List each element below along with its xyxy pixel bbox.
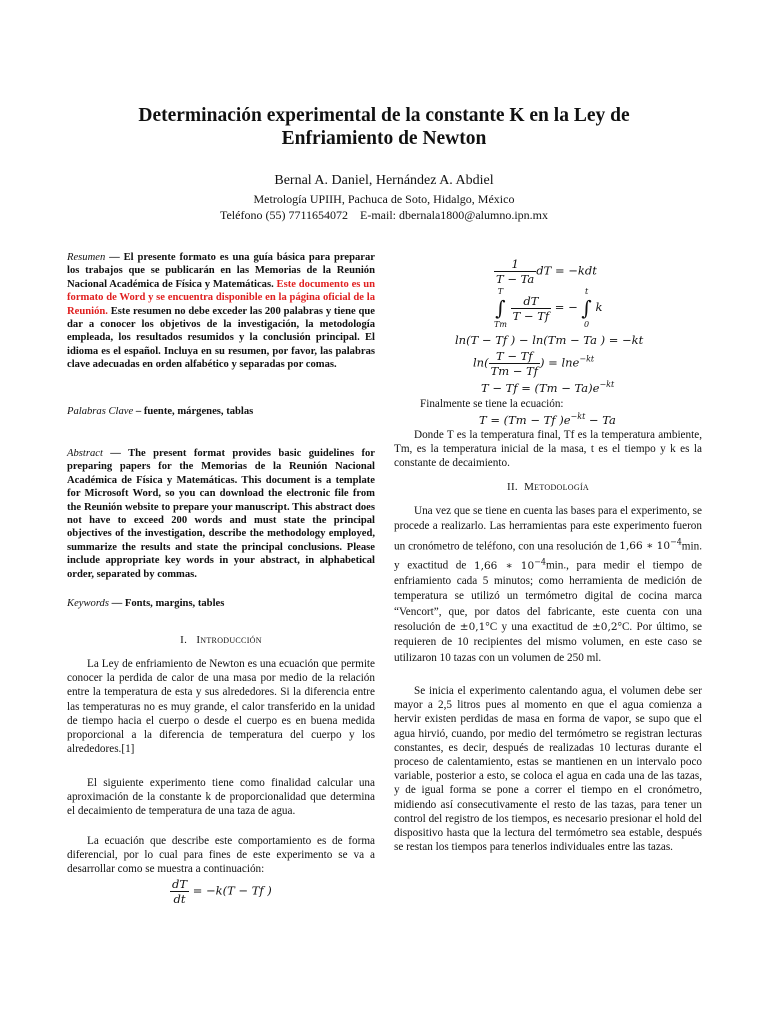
equation-exponential: $T - Tf = (Tm - Ta)e^{-kt}$ [481, 380, 615, 395]
resumen-text-b: Este resumen no debe exceder las 200 palabras y tiene que dar a conocer los objetivos de la investigación, la metodología empleada, los resultados resumidos y la conclusión principal. El idioma es el español. Incluya en su resumen, por favor, las palabras clave adecuadas en orden alfabético y separadas por comas. [67, 305, 375, 371]
abstract-block [67, 447, 375, 581]
resumen-tag: Resumen [67, 252, 106, 263]
metodo-paragraph-2 [394, 684, 702, 854]
donde-paragraph [394, 428, 702, 471]
metodo-text-2: Se inicia el experimento calentando agua, el volumen debe ser mayor a 2,5 litros pues al momento en que el agua comienza a hervir existen perdidas de masa en forma de vapor, se supo que el agua hirvió, cuando, por medio del termómetro se registran lecturas constantes, es decir, después de realizadas 10 lecturas durante el proceso de calentamiento, estas se mantienen en un intervalo poco variable, posterior a esto, se coloca el agua en cada una de las tazas, y de igual forma se pone a correr el tiempo en el cronómetro, midiendo así consecutivamente el resto de las tazas, para tener un control del registro de los tiempos, es necesario presionar el hold del dispositivo hasta que la lectura del termómetro sea estable, después se restan los tiempos para tenerlos individuales entre las tazas. [394, 685, 702, 854]
paper-title: Determinación experimental de la constante K en la Ley de Enfriamiento de Newton [138, 105, 630, 149]
donde-text: Donde T es la temperatura final, Tf es la temperatura ambiente, Tm, es la temperatura inicial de la masa, t es el tiempo y k es la constante de decaimiento. [394, 429, 702, 470]
intro-text-1: La Ley de enfriamiento de Newton es una ecuación que permite conocer la perdida de calor de una masa por medio de la relación entre la temperatura de esta y sus alrededores. Si la diferencia entre las temperaturas no es muy grande, el calor transferido en la unidad de tiempo hacia el cuerpo o desde el cuerpo es en buena medida proporcional a la diferencia de temperatura del cuerpo y los alrededores.[1] [67, 658, 375, 756]
authors: Bernal A. Daniel, Hernández A. Abdiel [274, 173, 494, 188]
section-title: Metodología [524, 481, 590, 493]
abstract-text: — The present format provides basic guidelines for preparing papers for the Memorias de la Reunión Nacional Académica de Física y Matemáticas. This document is a template for Microsoft Word, so you can download the electronic file from the Reunión website to prepare your manuscript. This abstract does not have to exceed 200 words and must state the principal objectives of the investigation, describe the methodology employed, summarize the results and state the principal conclusions. Please include appropriate key words in your abstract, in alphabetical order, separated by commas. [67, 448, 375, 580]
equation-ln-ratio: ln( $\frac{T - Tf}{Tm - Tf}$ ) = lne$^{-kt}$ [473, 349, 595, 378]
palabras-clave [67, 406, 375, 417]
contact-info: Teléfono (55) 7711654072 E-mail: dbernala1800@alumno.ipn.mx [219, 208, 549, 222]
intro-text-2: El siguiente experimento tiene como finalidad calcular una aproximación de la constante k de proporcionalidad que determina el decaimiento de temperatura de una taza de agua. [67, 777, 375, 818]
resumen-text-red: Este documento es un formato de Word y se encuentra disponible en la página oficial de la Reunión. [67, 278, 375, 317]
palabras-clave-text: – fuente, márgenes, tablas [133, 406, 254, 417]
resumen-text-a: — El presente formato es una guía básica para preparar los trabajos que se publicarán en las Memorias de la Reunión Nacional Académica de Física y Matemáticas. [67, 252, 375, 290]
section-number: I. [180, 634, 188, 646]
keywords-text: — Fonts, margins, tables [108, 598, 225, 609]
metodo-paragraph-1: Una vez que se tiene en cuenta las bases para el experimento, se procede a realizarlo. Las herramientas para este experimento fueron un cronómetro de teléfono, con una resolución de 1,66 ∗ $10^{-4}\min$. y exactitud de 1,66 ∗ $10^{-4}\min$., para medir el tiempo de enfriamiento cada 5 minutos; como herramienta de medición de temperatura se utilizó un termómetro digital de cocina marca “Vencort”, que, por datos del fabricante, este cuenta con una resolución de ±0,1°C y una exactitud de ±0,2°C. Por último, se requieren de 10 recipientes del mismo volumen, en este caso se utilizaron 10 tazas con un volumen de 250 ml. [394, 505, 702, 664]
affiliation: Metrología UPIIH, Pachuca de Soto, Hidalgo, México [253, 192, 515, 206]
equation-differential: $\frac{dT}{dt}$ = −k(T − Tf ) [172, 877, 272, 906]
palabras-clave-tag: Palabras Clave [67, 406, 134, 417]
intro-text-3: La ecuación que describe este comportamiento es de forma diferencial, por lo cual para fines de este experimento se va a desarrollar como se muestra a continuación: [67, 835, 375, 876]
equation-final: T = (Tm − Tf )$e^{-kt} - Ta$ [479, 412, 616, 427]
section-title: Introducción [196, 634, 262, 646]
section-heading-introduccion [67, 634, 375, 646]
section-number: II. [506, 481, 518, 493]
keywords [67, 598, 375, 609]
section-heading-metodologia [394, 481, 702, 493]
equation-integral: T ∫ Tm $\frac{dT}{T - Tf}$ = − t ∫ 0 k [494, 287, 603, 329]
equation-separation: $\frac{1}{T - Ta}$ dT = −kdt [496, 257, 597, 286]
keywords-tag: Keywords [67, 598, 109, 609]
resumen-block [67, 251, 375, 372]
equation-logs: ln(T − Tf ) − ln(Tm − Ta ) = −kt [455, 333, 644, 347]
intro-paragraph-3 [67, 834, 375, 877]
intro-paragraph-2 [67, 776, 375, 819]
abstract-tag: Abstract [67, 448, 103, 459]
final-equation-label: Finalmente se tiene la ecuación: [420, 398, 564, 410]
intro-paragraph-1 [67, 657, 375, 756]
